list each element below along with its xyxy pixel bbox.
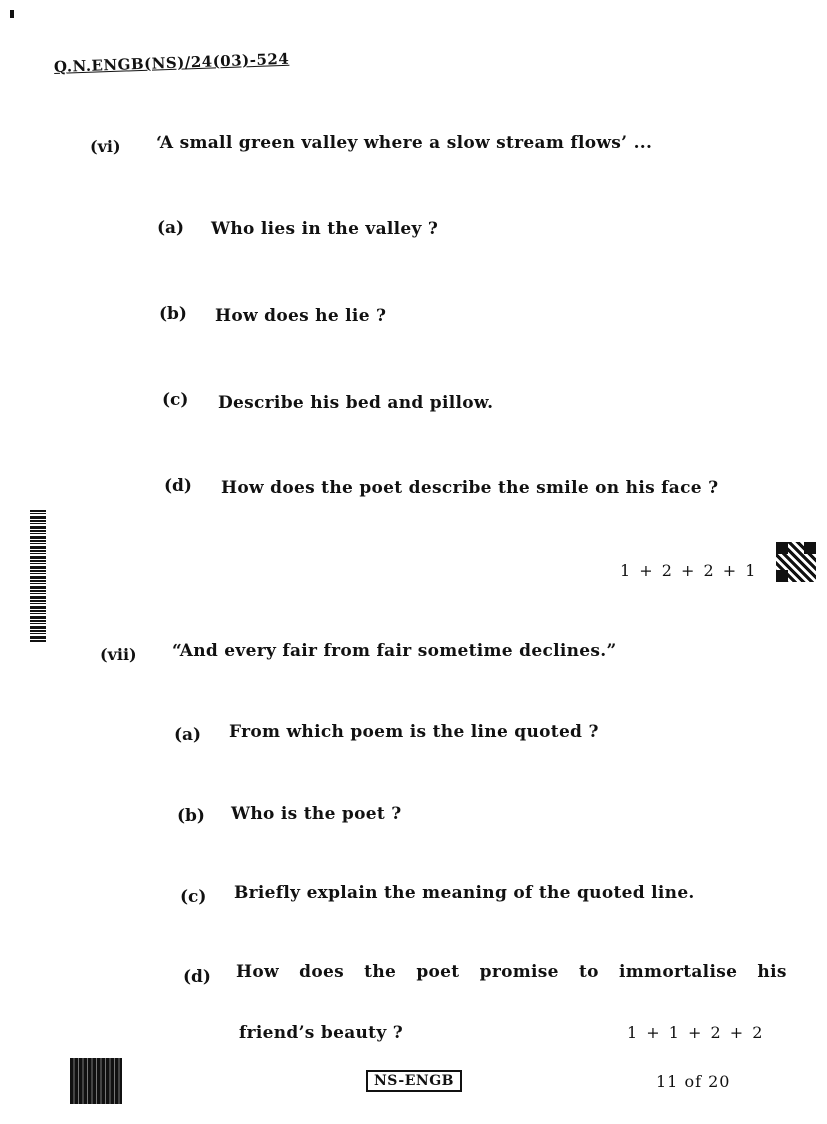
part-text-vi-a: Who lies in the valley ? [211, 219, 439, 239]
bottom-barcode-stamp [70, 1058, 122, 1104]
part-label-vii-d: (d) [183, 967, 211, 987]
question-number-vi: (vi) [90, 137, 121, 156]
part-text-vii-d-continuation: friend’s beauty ? [239, 1023, 403, 1043]
part-label-vi-d: (d) [164, 476, 192, 496]
part-label-vii-b: (b) [177, 806, 205, 826]
part-text-vi-b: How does he lie ? [215, 306, 387, 326]
part-text-vi-c: Describe his bed and pillow. [218, 393, 494, 413]
marks-vi: 1 + 2 + 2 + 1 [620, 561, 758, 580]
part-label-vi-b: (b) [159, 304, 187, 324]
corner-mark [10, 10, 14, 18]
page-number: 11 of 20 [656, 1072, 731, 1091]
question-paper-code: Q.N.ENGB(NS)/24(03)-524 [53, 49, 290, 76]
side-barcode [30, 510, 46, 642]
part-label-vii-a: (a) [174, 725, 202, 745]
part-text-vii-c: Briefly explain the meaning of the quoted line. [234, 883, 695, 903]
part-text-vii-a: From which poem is the line quoted ? [229, 722, 599, 742]
question-vi-quote: ‘A small green valley where a slow stream flows’ ... [156, 133, 653, 153]
footer-paper-code: NS-ENGB [366, 1070, 462, 1092]
qr-code [776, 542, 816, 582]
part-label-vii-c: (c) [180, 887, 207, 907]
part-text-vii-d: How does the poet promise to immortalise his [236, 962, 787, 982]
question-vii-quote: “And every fair from fair sometime declines.” [172, 641, 617, 661]
marks-vii: 1 + 1 + 2 + 2 [627, 1023, 765, 1042]
part-label-vi-a: (a) [157, 218, 185, 238]
part-text-vi-d: How does the poet describe the smile on his face ? [221, 478, 719, 498]
part-label-vi-c: (c) [162, 390, 189, 410]
question-number-vii: (vii) [100, 645, 137, 664]
part-text-vii-b: Who is the poet ? [231, 804, 402, 824]
